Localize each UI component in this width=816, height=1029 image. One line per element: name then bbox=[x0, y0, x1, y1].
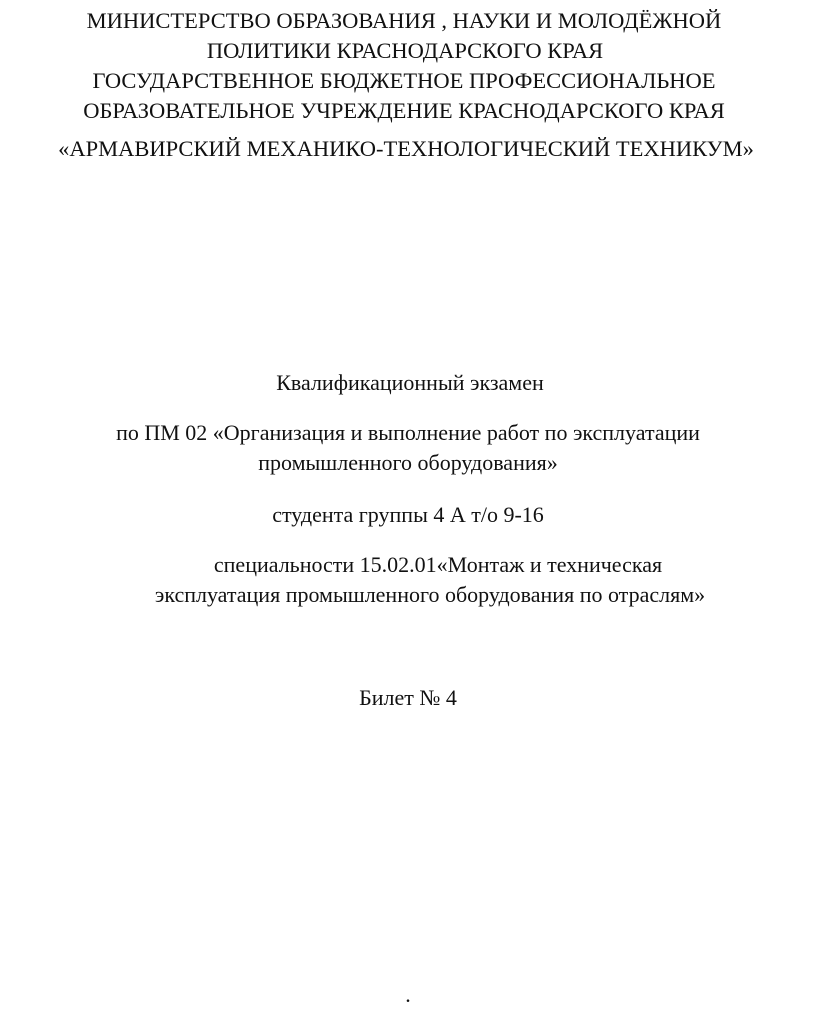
header-line-ministry: МИНИСТЕРСТВО ОБРАЗОВАНИЯ , НАУКИ И МОЛОДЁЖНОЙ bbox=[86, 8, 722, 33]
specialty-line-1: специальности 15.02.01«Монтаж и техническая bbox=[213, 552, 663, 577]
ticket-number: Билет № 4 bbox=[359, 685, 457, 710]
header-line-institution-type: ГОСУДАРСТВЕННОЕ БЮДЖЕТНОЕ ПРОФЕССИОНАЛЬНОЕ bbox=[92, 68, 716, 93]
module-line-1: по ПМ 02 «Организация и выполнение работ по эксплуатации bbox=[116, 420, 700, 445]
header-line-institution-kind: ОБРАЗОВАТЕЛЬНОЕ УЧРЕЖДЕНИЕ КРАСНОДАРСКОГО КРАЯ bbox=[83, 98, 725, 123]
student-group-line: студента группы 4 А т/о 9-16 bbox=[272, 502, 544, 527]
header-line-region: ПОЛИТИКИ КРАСНОДАРСКОГО КРАЯ bbox=[206, 38, 604, 63]
specialty-line-2: эксплуатация промышленного оборудования по отраслям» bbox=[154, 582, 706, 607]
header-line-institution-name: «АРМАВИРСКИЙ МЕХАНИКО-ТЕХНОЛОГИЧЕСКИЙ ТЕХНИКУМ» bbox=[58, 136, 754, 161]
footer-dot: . bbox=[405, 982, 411, 1007]
exam-title: Квалификационный экзамен bbox=[276, 370, 544, 395]
module-line-2: промышленного оборудования» bbox=[258, 450, 558, 475]
